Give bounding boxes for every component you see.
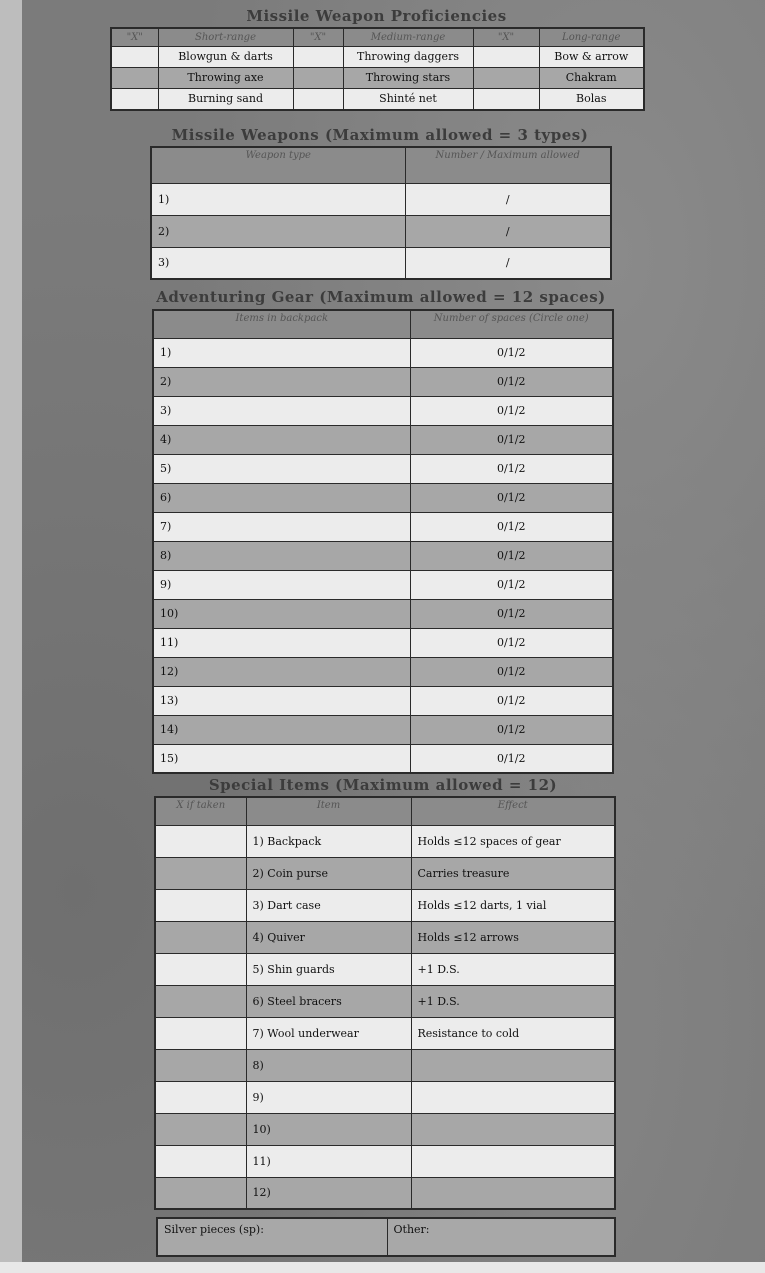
special-item-effect: Carries treasure: [411, 857, 615, 889]
gear-spaces-field[interactable]: 0/1/2: [410, 628, 613, 657]
special-item-row: [155, 1049, 615, 1081]
missile-weapon-row: [151, 183, 611, 215]
gear-row: [153, 541, 613, 570]
long-range-weapon: Bow & arrow: [539, 46, 644, 67]
gear-row: [153, 599, 613, 628]
gear-row: [153, 570, 613, 599]
gear-row: [153, 628, 613, 657]
special-item-name: 1) Backpack: [246, 825, 411, 857]
weapon-type-field[interactable]: 2): [151, 215, 405, 247]
special-item-effect: [411, 1081, 615, 1113]
gear-item-field[interactable]: 12): [153, 657, 410, 686]
special-item-row: [155, 825, 615, 857]
checkbox-cell[interactable]: [111, 67, 158, 88]
gear-item-field[interactable]: 5): [153, 454, 410, 483]
missile-weapon-row: [151, 247, 611, 279]
missile-weapons-header-row: [151, 147, 611, 183]
gear-spaces-field[interactable]: 0/1/2: [410, 541, 613, 570]
gear-row: [153, 396, 613, 425]
special-item-name: 7) Wool underwear: [246, 1017, 411, 1049]
page-bottom-margin: [0, 1262, 765, 1273]
special-item-row: [155, 985, 615, 1017]
weapon-count-field[interactable]: /: [405, 247, 611, 279]
special-item-row: [155, 1017, 615, 1049]
checkbox-cell[interactable]: [473, 46, 539, 67]
long-range-weapon: Chakram: [539, 67, 644, 88]
taken-checkbox-cell[interactable]: [155, 953, 246, 985]
gear-row: [153, 686, 613, 715]
short-range-weapon: Throwing axe: [158, 67, 293, 88]
gear-spaces-field[interactable]: 0/1/2: [410, 338, 613, 367]
header-x-short: "X": [111, 28, 158, 46]
gear-item-field[interactable]: 6): [153, 483, 410, 512]
special-item-row: [155, 1145, 615, 1177]
gear-row: [153, 454, 613, 483]
footer-table: [156, 1217, 616, 1257]
header-item: Item: [246, 797, 411, 825]
gear-item-field[interactable]: 8): [153, 541, 410, 570]
taken-checkbox-cell[interactable]: [155, 1177, 246, 1209]
weapon-count-field[interactable]: /: [405, 183, 611, 215]
special-item-name: 12): [246, 1177, 411, 1209]
gear-spaces-field[interactable]: 0/1/2: [410, 657, 613, 686]
special-item-row: [155, 889, 615, 921]
special-item-effect: Holds ≤12 spaces of gear: [411, 825, 615, 857]
other-field[interactable]: Other:: [387, 1218, 615, 1256]
short-range-weapon: Burning sand: [158, 88, 293, 110]
weapon-type-field[interactable]: 3): [151, 247, 405, 279]
special-items-table: [154, 796, 616, 1210]
header-number-of-spaces: Number of spaces (Circle one): [410, 310, 613, 338]
header-effect: Effect: [411, 797, 615, 825]
gear-item-field[interactable]: 15): [153, 744, 410, 773]
special-item-effect: Holds ≤12 arrows: [411, 921, 615, 953]
header-weapon-type: Weapon type: [151, 147, 405, 183]
gear-item-field[interactable]: 13): [153, 686, 410, 715]
gear-item-field[interactable]: 3): [153, 396, 410, 425]
missile-weapons-title: Missile Weapons (Maximum allowed = 3 types): [171, 126, 589, 144]
gear-spaces-field[interactable]: 0/1/2: [410, 367, 613, 396]
gear-item-field[interactable]: 4): [153, 425, 410, 454]
header-long-range: Long-range: [539, 28, 644, 46]
gear-row: [153, 425, 613, 454]
adventuring-gear-title: Adventuring Gear (Maximum allowed = 12 spaces): [156, 288, 606, 306]
taken-checkbox-cell[interactable]: [155, 1145, 246, 1177]
checkbox-cell[interactable]: [473, 67, 539, 88]
special-item-effect: +1 D.S.: [411, 953, 615, 985]
header-medium-range: Medium-range: [343, 28, 473, 46]
missile-weapons-table: [150, 146, 612, 280]
checkbox-cell[interactable]: [111, 88, 158, 110]
special-item-effect: Holds ≤12 darts, 1 vial: [411, 889, 615, 921]
gear-row: [153, 338, 613, 367]
checkbox-cell[interactable]: [293, 46, 343, 67]
medium-range-weapon: Throwing daggers: [343, 46, 473, 67]
special-items-header-row: [155, 797, 615, 825]
special-item-effect: [411, 1049, 615, 1081]
special-item-effect: Resistance to cold: [411, 1017, 615, 1049]
special-item-name: 11): [246, 1145, 411, 1177]
gear-row: [153, 367, 613, 396]
weapon-type-field[interactable]: 1): [151, 183, 405, 215]
medium-range-weapon: Shinté net: [343, 88, 473, 110]
header-x-long: "X": [473, 28, 539, 46]
gear-spaces-field[interactable]: 0/1/2: [410, 686, 613, 715]
header-number-allowed: Number / Maximum allowed: [405, 147, 611, 183]
special-item-name: 6) Steel bracers: [246, 985, 411, 1017]
adventuring-gear-header-row: [153, 310, 613, 338]
special-item-name: 9): [246, 1081, 411, 1113]
special-item-name: 8): [246, 1049, 411, 1081]
gear-item-field[interactable]: 7): [153, 512, 410, 541]
special-item-row: [155, 857, 615, 889]
proficiency-row: [111, 88, 644, 110]
special-item-row: [155, 953, 615, 985]
special-item-row: [155, 1081, 615, 1113]
proficiencies-table: [110, 27, 645, 111]
gear-spaces-field[interactable]: 0/1/2: [410, 599, 613, 628]
gear-spaces-field[interactable]: 0/1/2: [410, 454, 613, 483]
taken-checkbox-cell[interactable]: [155, 857, 246, 889]
special-item-name: 2) Coin purse: [246, 857, 411, 889]
gear-row: [153, 657, 613, 686]
proficiency-row: [111, 67, 644, 88]
short-range-weapon: Blowgun & darts: [158, 46, 293, 67]
checkbox-cell[interactable]: [293, 88, 343, 110]
special-item-name: 10): [246, 1113, 411, 1145]
taken-checkbox-cell[interactable]: [155, 889, 246, 921]
special-item-row: [155, 921, 615, 953]
gear-item-field[interactable]: 14): [153, 715, 410, 744]
medium-range-weapon: Throwing stars: [343, 67, 473, 88]
header-x-medium: "X": [293, 28, 343, 46]
taken-checkbox-cell[interactable]: [155, 921, 246, 953]
special-item-effect: +1 D.S.: [411, 985, 615, 1017]
gear-spaces-field[interactable]: 0/1/2: [410, 744, 613, 773]
checkbox-cell[interactable]: [111, 46, 158, 67]
gear-item-field[interactable]: 2): [153, 367, 410, 396]
adventuring-gear-table: [152, 309, 614, 774]
gear-row: [153, 512, 613, 541]
proficiencies-title: Missile Weapon Proficiencies: [246, 7, 507, 25]
proficiency-row: [111, 46, 644, 67]
taken-checkbox-cell[interactable]: [155, 1017, 246, 1049]
gear-spaces-field[interactable]: 0/1/2: [410, 425, 613, 454]
gear-spaces-field[interactable]: 0/1/2: [410, 512, 613, 541]
special-item-effect: [411, 1177, 615, 1209]
gear-item-field[interactable]: 10): [153, 599, 410, 628]
taken-checkbox-cell[interactable]: [155, 1049, 246, 1081]
gear-spaces-field[interactable]: 0/1/2: [410, 483, 613, 512]
taken-checkbox-cell[interactable]: [155, 985, 246, 1017]
special-item-name: 4) Quiver: [246, 921, 411, 953]
gear-row: [153, 483, 613, 512]
gear-spaces-field[interactable]: 0/1/2: [410, 715, 613, 744]
weapon-count-field[interactable]: /: [405, 215, 611, 247]
gear-row: [153, 744, 613, 773]
checkbox-cell[interactable]: [473, 88, 539, 110]
special-item-name: 3) Dart case: [246, 889, 411, 921]
long-range-weapon: Bolas: [539, 88, 644, 110]
gear-item-field[interactable]: 1): [153, 338, 410, 367]
taken-checkbox-cell[interactable]: [155, 1113, 246, 1145]
silver-pieces-field[interactable]: Silver pieces (sp):: [157, 1218, 387, 1256]
header-x-if-taken: X if taken: [155, 797, 246, 825]
gear-item-field[interactable]: 11): [153, 628, 410, 657]
gear-row: [153, 715, 613, 744]
footer-row: [157, 1218, 615, 1256]
page-left-margin: [0, 0, 22, 1273]
special-items-title: Special Items (Maximum allowed = 12): [208, 776, 558, 794]
taken-checkbox-cell[interactable]: [155, 1081, 246, 1113]
proficiencies-header-row: [111, 28, 644, 46]
gear-item-field[interactable]: 9): [153, 570, 410, 599]
taken-checkbox-cell[interactable]: [155, 825, 246, 857]
header-items-in-backpack: Items in backpack: [153, 310, 410, 338]
missile-weapon-row: [151, 215, 611, 247]
special-item-effect: [411, 1145, 615, 1177]
special-item-row: [155, 1113, 615, 1145]
gear-spaces-field[interactable]: 0/1/2: [410, 396, 613, 425]
checkbox-cell[interactable]: [293, 67, 343, 88]
gear-spaces-field[interactable]: 0/1/2: [410, 570, 613, 599]
special-item-name: 5) Shin guards: [246, 953, 411, 985]
special-item-effect: [411, 1113, 615, 1145]
special-item-row: [155, 1177, 615, 1209]
header-short-range: Short-range: [158, 28, 293, 46]
